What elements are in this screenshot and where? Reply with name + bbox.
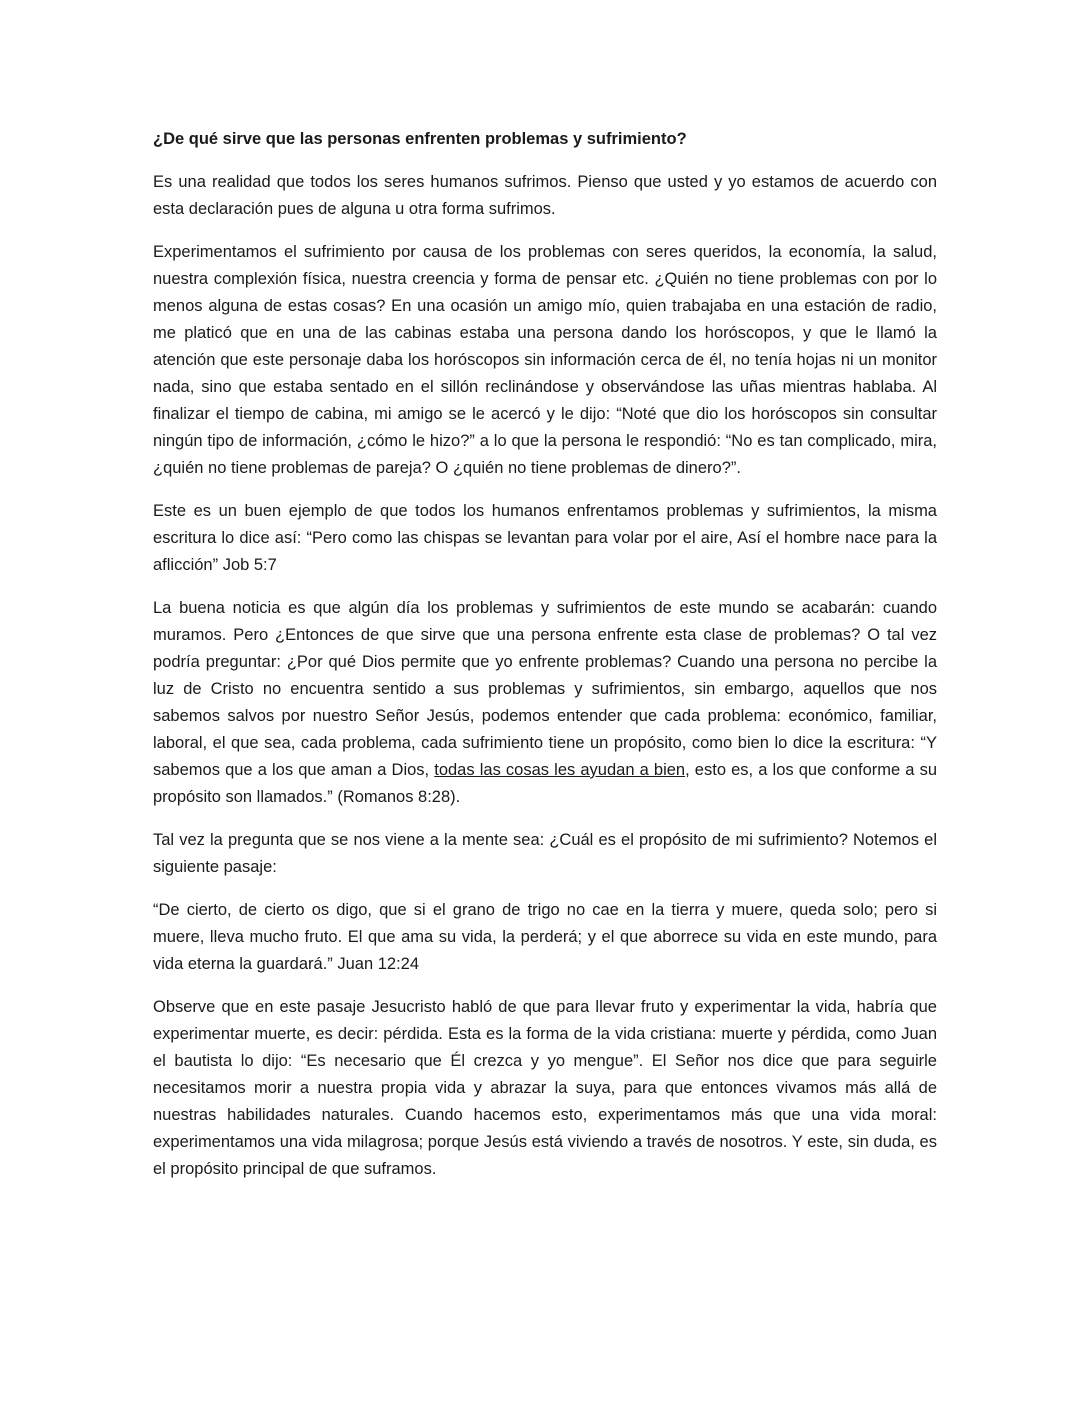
- paragraph-5: Tal vez la pregunta que se nos viene a la mente sea: ¿Cuál es el propósito de mi sufrimiento? Notemos el siguiente pasaje:: [153, 831, 937, 876]
- paragraph-4-text-end: , esto es, a los que conforme a su propósito son llamados.” (Romanos 8:28).: [153, 761, 937, 806]
- document-title: ¿De qué sirve que las personas enfrenten problemas y sufrimiento?: [153, 130, 687, 148]
- paragraph-4-text-start: La buena noticia es que algún día los problemas y sufrimientos de este mundo se acabarán: cuando muramos. Pero ¿Entonces de que sirve que una persona enfrente esta clase de problemas? O tal vez podría preguntar: ¿Por qué Dios permite que yo enfrente problemas? Cuando una persona no percibe la luz de Cristo no encuentra sentido a sus problemas y sufrimientos, sin embargo, aquellos que nos sabemos salvos por nuestro Señor Jesús, podemos entender que cada problema: económico, familiar, laboral, el que sea, cada problema, cada sufrimiento tiene un propósito, como bien lo dice la escritura: “Y sabemos que a los que aman a Dios,: [153, 599, 937, 779]
- paragraph-1: Es una realidad que todos los seres humanos sufrimos. Pienso que usted y yo estamos de acuerdo con esta declaración pues de alguna u otra forma sufrimos.: [153, 173, 937, 218]
- paragraph-3: Este es un buen ejemplo de que todos los humanos enfrentamos problemas y sufrimientos, la misma escritura lo dice así: “Pero como las chispas se levantan para volar por el aire, Así el hombre nace para la aflicción” Job 5:7: [153, 502, 937, 574]
- scripture-quote: “De cierto, de cierto os digo, que si el grano de trigo no cae en la tierra y muere, queda solo; pero si muere, lleva mucho fruto. El que ama su vida, la perderá; y el que aborrece su vida en este mundo, para vida eterna la guardará.” Juan 12:24: [153, 901, 937, 973]
- paragraph-2: Experimentamos el sufrimiento por causa de los problemas con seres queridos, la economía, la salud, nuestra complexión física, nuestra creencia y forma de pensar etc. ¿Quién no tiene problemas con por lo menos alguna de estas cosas? En una ocasión un amigo mío, quien trabajaba en una estación de radio, me platicó que en una de las cabinas estaba una persona dando los horóscopos, y que le llamó la atención que este personaje daba los horóscopos sin información cerca de él, no tenía hojas ni un monitor nada, sino que estaba sentado en el sillón reclinándose y observándose las uñas mientras hablaba. Al finalizar el tiempo de cabina, mi amigo se le acercó y le dijo: “Noté que dio los horóscopos sin consultar ningún tipo de información, ¿cómo le hizo?” a lo que la persona le respondió: “No es tan complicado, mira, ¿quién no tiene problemas de pareja? O ¿quién no tiene problemas de dinero?”.: [153, 243, 937, 477]
- paragraph-7: Observe que en este pasaje Jesucristo habló de que para llevar fruto y experimentar la vida, habría que experimentar muerte, es decir: pérdida. Esta es la forma de la vida cristiana: muerte y pérdida, como Juan el bautista lo dijo: “Es necesario que Él crezca y yo mengue”. El Señor nos dice que para seguirle necesitamos morir a nuestra propia vida y abrazar la suya, para que entonces vivamos más allá de nuestras habilidades naturales. Cuando hacemos esto, experimentamos más que una vida moral: experimentamos una vida milagrosa; porque Jesús está viviendo a través de nosotros. Y este, sin duda, es el propósito principal de que suframos.: [153, 998, 937, 1178]
- underlined-phrase: todas las cosas les ayudan a bien: [434, 761, 686, 779]
- paragraph-4: [153, 595, 937, 811]
